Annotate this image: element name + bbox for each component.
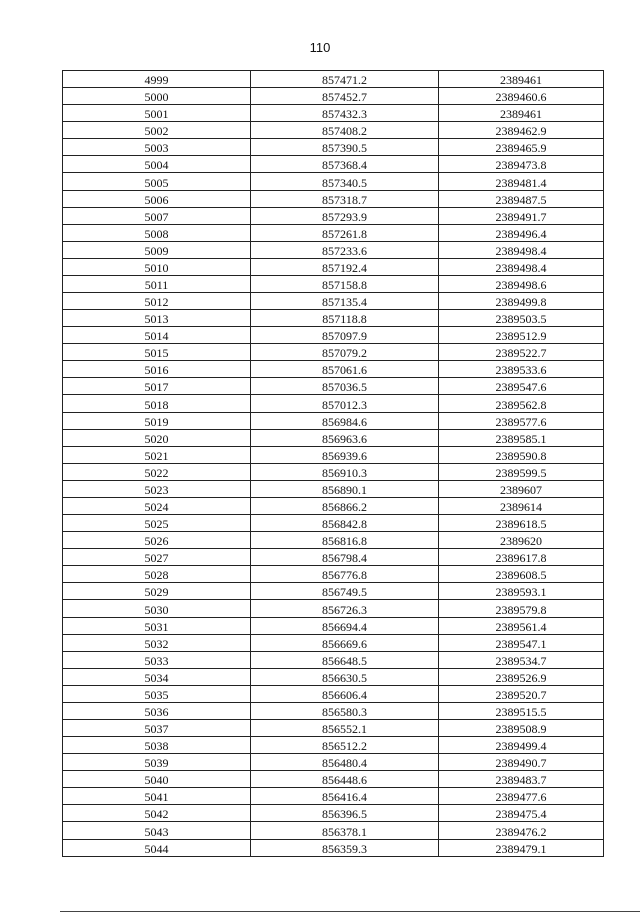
point-id-cell: 5041 xyxy=(63,788,251,805)
table-row xyxy=(63,771,604,788)
table-row xyxy=(63,412,604,429)
point-id-cell: 5016 xyxy=(63,361,251,378)
table-row xyxy=(63,497,604,514)
y-coordinate-cell: 2389498.4 xyxy=(439,258,604,275)
x-coordinate-cell: 856910.3 xyxy=(251,463,439,480)
point-id-cell: 5002 xyxy=(63,122,251,139)
table-row xyxy=(63,737,604,754)
point-id-cell: 5022 xyxy=(63,463,251,480)
x-coordinate-cell: 857452.7 xyxy=(251,88,439,105)
table-row xyxy=(63,839,604,856)
table-row xyxy=(63,378,604,395)
x-coordinate-cell: 856359.3 xyxy=(251,839,439,856)
point-id-cell: 5025 xyxy=(63,515,251,532)
y-coordinate-cell: 2389608.5 xyxy=(439,566,604,583)
x-coordinate-cell: 857318.7 xyxy=(251,190,439,207)
point-id-cell: 5028 xyxy=(63,566,251,583)
point-id-cell: 5033 xyxy=(63,651,251,668)
table-row xyxy=(63,88,604,105)
x-coordinate-cell: 857390.5 xyxy=(251,139,439,156)
point-id-cell: 5030 xyxy=(63,600,251,617)
table-row xyxy=(63,429,604,446)
point-id-cell: 5029 xyxy=(63,583,251,600)
x-coordinate-cell: 856378.1 xyxy=(251,822,439,839)
x-coordinate-cell: 856726.3 xyxy=(251,600,439,617)
table-row xyxy=(63,241,604,258)
y-coordinate-cell: 2389614 xyxy=(439,497,604,514)
point-id-cell: 5023 xyxy=(63,480,251,497)
y-coordinate-cell: 2389599.5 xyxy=(439,463,604,480)
page-number: 110 xyxy=(309,40,331,55)
table-row xyxy=(63,634,604,651)
y-coordinate-cell: 2389483.7 xyxy=(439,771,604,788)
table-row xyxy=(63,532,604,549)
point-id-cell: 5004 xyxy=(63,156,251,173)
point-id-cell: 5001 xyxy=(63,105,251,122)
y-coordinate-cell: 2389462.9 xyxy=(439,122,604,139)
table-row xyxy=(63,617,604,634)
table-row xyxy=(63,156,604,173)
y-coordinate-cell: 2389498.6 xyxy=(439,275,604,292)
point-id-cell: 5006 xyxy=(63,190,251,207)
point-id-cell: 5019 xyxy=(63,412,251,429)
point-id-cell: 5005 xyxy=(63,173,251,190)
y-coordinate-cell: 2389620 xyxy=(439,532,604,549)
y-coordinate-cell: 2389487.5 xyxy=(439,190,604,207)
y-coordinate-cell: 2389562.8 xyxy=(439,395,604,412)
x-coordinate-cell: 856866.2 xyxy=(251,497,439,514)
table-row xyxy=(63,190,604,207)
y-coordinate-cell: 2389479.1 xyxy=(439,839,604,856)
point-id-cell: 5014 xyxy=(63,327,251,344)
x-coordinate-cell: 856416.4 xyxy=(251,788,439,805)
y-coordinate-cell: 2389491.7 xyxy=(439,207,604,224)
point-id-cell: 5007 xyxy=(63,207,251,224)
y-coordinate-cell: 2389461 xyxy=(439,71,604,88)
x-coordinate-cell: 856749.5 xyxy=(251,583,439,600)
x-coordinate-cell: 856816.8 xyxy=(251,532,439,549)
table-row xyxy=(63,600,604,617)
table-row xyxy=(63,173,604,190)
point-id-cell: 5035 xyxy=(63,685,251,702)
y-coordinate-cell: 2389534.7 xyxy=(439,651,604,668)
y-coordinate-cell: 2389520.7 xyxy=(439,685,604,702)
y-coordinate-cell: 2389481.4 xyxy=(439,173,604,190)
point-id-cell: 5044 xyxy=(63,839,251,856)
x-coordinate-cell: 857036.5 xyxy=(251,378,439,395)
point-id-cell: 5039 xyxy=(63,754,251,771)
y-coordinate-cell: 2389577.6 xyxy=(439,412,604,429)
table-row xyxy=(63,327,604,344)
table-row xyxy=(63,71,604,88)
point-id-cell: 5000 xyxy=(63,88,251,105)
table-row xyxy=(63,258,604,275)
table-row xyxy=(63,788,604,805)
x-coordinate-cell: 856448.6 xyxy=(251,771,439,788)
y-coordinate-cell: 2389561.4 xyxy=(439,617,604,634)
x-coordinate-cell: 857368.4 xyxy=(251,156,439,173)
point-id-cell: 5031 xyxy=(63,617,251,634)
x-coordinate-cell: 856606.4 xyxy=(251,685,439,702)
x-coordinate-cell: 857061.6 xyxy=(251,361,439,378)
table-row xyxy=(63,805,604,822)
point-id-cell: 5026 xyxy=(63,532,251,549)
y-coordinate-cell: 2389526.9 xyxy=(439,668,604,685)
y-coordinate-cell: 2389496.4 xyxy=(439,224,604,241)
x-coordinate-cell: 856480.4 xyxy=(251,754,439,771)
table-row xyxy=(63,515,604,532)
table-row xyxy=(63,275,604,292)
table-row xyxy=(63,668,604,685)
x-coordinate-cell: 857079.2 xyxy=(251,344,439,361)
point-id-cell: 5011 xyxy=(63,275,251,292)
coordinates-table xyxy=(62,70,604,857)
y-coordinate-cell: 2389475.4 xyxy=(439,805,604,822)
x-coordinate-cell: 857118.8 xyxy=(251,310,439,327)
point-id-cell: 5009 xyxy=(63,241,251,258)
table-row xyxy=(63,719,604,736)
y-coordinate-cell: 2389547.1 xyxy=(439,634,604,651)
x-coordinate-cell: 856963.6 xyxy=(251,429,439,446)
table-row xyxy=(63,685,604,702)
y-coordinate-cell: 2389460.6 xyxy=(439,88,604,105)
y-coordinate-cell: 2389490.7 xyxy=(439,754,604,771)
table-row xyxy=(63,139,604,156)
point-id-cell: 5042 xyxy=(63,805,251,822)
table-row xyxy=(63,207,604,224)
x-coordinate-cell: 857012.3 xyxy=(251,395,439,412)
y-coordinate-cell: 2389593.1 xyxy=(439,583,604,600)
table-row xyxy=(63,754,604,771)
table-row xyxy=(63,395,604,412)
x-coordinate-cell: 856580.3 xyxy=(251,702,439,719)
y-coordinate-cell: 2389476.2 xyxy=(439,822,604,839)
table-row xyxy=(63,122,604,139)
coordinates-table-body xyxy=(63,71,604,857)
table-row xyxy=(63,361,604,378)
y-coordinate-cell: 2389512.9 xyxy=(439,327,604,344)
y-coordinate-cell: 2389533.6 xyxy=(439,361,604,378)
x-coordinate-cell: 856669.6 xyxy=(251,634,439,651)
y-coordinate-cell: 2389465.9 xyxy=(439,139,604,156)
x-coordinate-cell: 857097.9 xyxy=(251,327,439,344)
y-coordinate-cell: 2389547.6 xyxy=(439,378,604,395)
y-coordinate-cell: 2389618.5 xyxy=(439,515,604,532)
x-coordinate-cell: 856890.1 xyxy=(251,480,439,497)
table-row xyxy=(63,566,604,583)
point-id-cell: 5027 xyxy=(63,549,251,566)
x-coordinate-cell: 857471.2 xyxy=(251,71,439,88)
table-row xyxy=(63,822,604,839)
x-coordinate-cell: 856552.1 xyxy=(251,719,439,736)
point-id-cell: 5020 xyxy=(63,429,251,446)
table-row xyxy=(63,702,604,719)
y-coordinate-cell: 2389477.6 xyxy=(439,788,604,805)
table-row xyxy=(63,224,604,241)
table-row xyxy=(63,293,604,310)
table-row xyxy=(63,480,604,497)
y-coordinate-cell: 2389607 xyxy=(439,480,604,497)
point-id-cell: 5018 xyxy=(63,395,251,412)
table-row xyxy=(63,446,604,463)
y-coordinate-cell: 2389515.5 xyxy=(439,702,604,719)
x-coordinate-cell: 856694.4 xyxy=(251,617,439,634)
table-row xyxy=(63,463,604,480)
y-coordinate-cell: 2389522.7 xyxy=(439,344,604,361)
point-id-cell: 5003 xyxy=(63,139,251,156)
x-coordinate-cell: 856984.6 xyxy=(251,412,439,429)
x-coordinate-cell: 857261.8 xyxy=(251,224,439,241)
x-coordinate-cell: 857192.4 xyxy=(251,258,439,275)
x-coordinate-cell: 856630.5 xyxy=(251,668,439,685)
y-coordinate-cell: 2389508.9 xyxy=(439,719,604,736)
x-coordinate-cell: 856776.8 xyxy=(251,566,439,583)
point-id-cell: 5010 xyxy=(63,258,251,275)
table-row xyxy=(63,344,604,361)
x-coordinate-cell: 856798.4 xyxy=(251,549,439,566)
point-id-cell: 5021 xyxy=(63,446,251,463)
y-coordinate-cell: 2389590.8 xyxy=(439,446,604,463)
table-row xyxy=(63,583,604,600)
y-coordinate-cell: 2389473.8 xyxy=(439,156,604,173)
x-coordinate-cell: 857432.3 xyxy=(251,105,439,122)
point-id-cell: 5043 xyxy=(63,822,251,839)
point-id-cell: 5012 xyxy=(63,293,251,310)
y-coordinate-cell: 2389498.4 xyxy=(439,241,604,258)
y-coordinate-cell: 2389499.4 xyxy=(439,737,604,754)
table-row xyxy=(63,310,604,327)
point-id-cell: 5037 xyxy=(63,719,251,736)
x-coordinate-cell: 857158.8 xyxy=(251,275,439,292)
x-coordinate-cell: 857340.5 xyxy=(251,173,439,190)
y-coordinate-cell: 2389461 xyxy=(439,105,604,122)
point-id-cell: 5034 xyxy=(63,668,251,685)
point-id-cell: 5032 xyxy=(63,634,251,651)
point-id-cell: 5013 xyxy=(63,310,251,327)
y-coordinate-cell: 2389585.1 xyxy=(439,429,604,446)
x-coordinate-cell: 856648.5 xyxy=(251,651,439,668)
point-id-cell: 5015 xyxy=(63,344,251,361)
point-id-cell: 5038 xyxy=(63,737,251,754)
y-coordinate-cell: 2389617.8 xyxy=(439,549,604,566)
table-row xyxy=(63,651,604,668)
x-coordinate-cell: 857135.4 xyxy=(251,293,439,310)
x-coordinate-cell: 856939.6 xyxy=(251,446,439,463)
y-coordinate-cell: 2389499.8 xyxy=(439,293,604,310)
point-id-cell: 5024 xyxy=(63,497,251,514)
point-id-cell: 5040 xyxy=(63,771,251,788)
point-id-cell: 4999 xyxy=(63,71,251,88)
point-id-cell: 5017 xyxy=(63,378,251,395)
table-row xyxy=(63,549,604,566)
y-coordinate-cell: 2389579.8 xyxy=(439,600,604,617)
y-coordinate-cell: 2389503.5 xyxy=(439,310,604,327)
x-coordinate-cell: 857408.2 xyxy=(251,122,439,139)
table-row xyxy=(63,105,604,122)
point-id-cell: 5036 xyxy=(63,702,251,719)
x-coordinate-cell: 856842.8 xyxy=(251,515,439,532)
bottom-scan-rule xyxy=(60,911,640,912)
x-coordinate-cell: 857233.6 xyxy=(251,241,439,258)
x-coordinate-cell: 857293.9 xyxy=(251,207,439,224)
point-id-cell: 5008 xyxy=(63,224,251,241)
x-coordinate-cell: 856396.5 xyxy=(251,805,439,822)
x-coordinate-cell: 856512.2 xyxy=(251,737,439,754)
